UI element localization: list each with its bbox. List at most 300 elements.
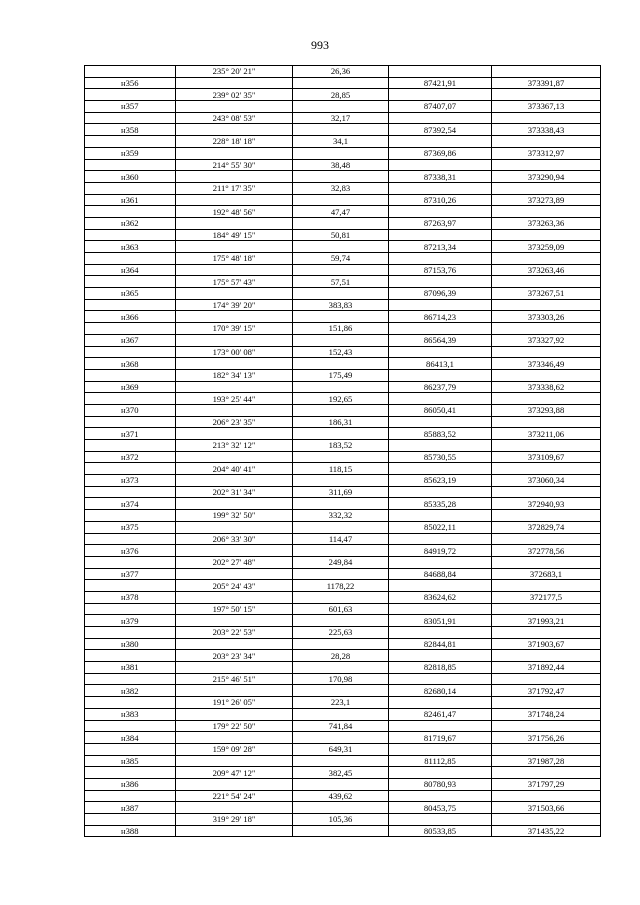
empty-cell — [389, 393, 492, 405]
empty-cell — [85, 440, 176, 452]
empty-cell — [85, 510, 176, 522]
direction-angle-cell: 215° 46' 51" — [176, 673, 293, 685]
x-coordinate-cell: 80533,85 — [389, 825, 492, 837]
empty-cell — [85, 276, 176, 288]
distance-cell: 192,65 — [293, 393, 389, 405]
segment-row — [85, 206, 601, 218]
empty-cell — [293, 475, 389, 487]
point-row — [85, 194, 601, 206]
empty-cell — [492, 89, 601, 101]
empty-cell — [85, 627, 176, 639]
distance-cell: 249,84 — [293, 556, 389, 568]
point-name-cell: н377 — [85, 568, 176, 580]
y-coordinate-cell: 373338,43 — [492, 124, 601, 136]
point-name-cell: н367 — [85, 334, 176, 346]
segment-row — [85, 112, 601, 124]
empty-cell — [85, 486, 176, 498]
direction-angle-cell: 192° 48' 56" — [176, 206, 293, 218]
empty-cell — [293, 451, 389, 463]
direction-angle-cell: 197° 50' 15" — [176, 603, 293, 615]
y-coordinate-cell: 372829,74 — [492, 521, 601, 533]
empty-cell — [492, 697, 601, 709]
page-number: 993 — [311, 38, 329, 52]
x-coordinate-cell: 86714,23 — [389, 311, 492, 323]
point-row — [85, 591, 601, 603]
point-name-cell: н360 — [85, 171, 176, 183]
point-row — [85, 101, 601, 113]
direction-angle-cell: 243° 08' 53" — [176, 112, 293, 124]
empty-cell — [176, 638, 293, 650]
distance-cell: 50,81 — [293, 229, 389, 241]
empty-cell — [85, 66, 176, 78]
point-row — [85, 241, 601, 253]
point-row — [85, 147, 601, 159]
empty-cell — [176, 662, 293, 674]
empty-cell — [492, 767, 601, 779]
empty-cell — [389, 790, 492, 802]
empty-cell — [492, 276, 601, 288]
empty-cell — [389, 276, 492, 288]
empty-cell — [293, 545, 389, 557]
empty-cell — [176, 498, 293, 510]
empty-cell — [492, 627, 601, 639]
empty-cell — [176, 194, 293, 206]
x-coordinate-cell: 82844,81 — [389, 638, 492, 650]
point-name-cell: н359 — [85, 147, 176, 159]
empty-cell — [293, 638, 389, 650]
y-coordinate-cell: 373293,88 — [492, 404, 601, 416]
distance-cell: 34,1 — [293, 136, 389, 148]
point-row — [85, 288, 601, 300]
direction-angle-cell: 202° 31' 34" — [176, 486, 293, 498]
point-row — [85, 358, 601, 370]
segment-row — [85, 89, 601, 101]
point-row — [85, 217, 601, 229]
point-name-cell: н374 — [85, 498, 176, 510]
empty-cell — [176, 147, 293, 159]
empty-cell — [176, 404, 293, 416]
direction-angle-cell: 204° 40' 41" — [176, 463, 293, 475]
direction-angle-cell: 205° 24' 43" — [176, 580, 293, 592]
empty-cell — [389, 299, 492, 311]
empty-cell — [389, 486, 492, 498]
empty-cell — [85, 743, 176, 755]
y-coordinate-cell: 373273,89 — [492, 194, 601, 206]
empty-cell — [85, 720, 176, 732]
empty-cell — [492, 346, 601, 358]
point-name-cell: н362 — [85, 217, 176, 229]
empty-cell — [176, 241, 293, 253]
empty-cell — [389, 580, 492, 592]
empty-cell — [389, 440, 492, 452]
empty-cell — [389, 743, 492, 755]
x-coordinate-cell: 87263,97 — [389, 217, 492, 229]
x-coordinate-cell: 84919,72 — [389, 545, 492, 557]
segment-row — [85, 767, 601, 779]
y-coordinate-cell: 373263,36 — [492, 217, 601, 229]
empty-cell — [389, 814, 492, 826]
direction-angle-cell: 239° 02' 35" — [176, 89, 293, 101]
point-name-cell: н356 — [85, 77, 176, 89]
empty-cell — [389, 416, 492, 428]
segment-row — [85, 603, 601, 615]
y-coordinate-cell: 371993,21 — [492, 615, 601, 627]
empty-cell — [85, 253, 176, 265]
empty-cell — [293, 662, 389, 674]
y-coordinate-cell: 371792,47 — [492, 685, 601, 697]
point-row — [85, 428, 601, 440]
segment-row — [85, 346, 601, 358]
point-row — [85, 685, 601, 697]
empty-cell — [293, 778, 389, 790]
distance-cell: 118,15 — [293, 463, 389, 475]
direction-angle-cell: 211° 17' 35" — [176, 182, 293, 194]
x-coordinate-cell: 80780,93 — [389, 778, 492, 790]
point-row — [85, 334, 601, 346]
direction-angle-cell: 173° 00' 08" — [176, 346, 293, 358]
empty-cell — [492, 182, 601, 194]
direction-angle-cell: 319° 29' 18" — [176, 814, 293, 826]
segment-row — [85, 697, 601, 709]
distance-cell: 741,84 — [293, 720, 389, 732]
x-coordinate-cell: 87407,07 — [389, 101, 492, 113]
empty-cell — [176, 311, 293, 323]
y-coordinate-cell: 373303,26 — [492, 311, 601, 323]
distance-cell: 186,31 — [293, 416, 389, 428]
point-row — [85, 264, 601, 276]
x-coordinate-cell: 80453,75 — [389, 802, 492, 814]
segment-row — [85, 229, 601, 241]
segment-row — [85, 486, 601, 498]
empty-cell — [492, 323, 601, 335]
direction-angle-cell: 179° 22' 50" — [176, 720, 293, 732]
empty-cell — [85, 533, 176, 545]
empty-cell — [492, 416, 601, 428]
empty-cell — [85, 463, 176, 475]
empty-cell — [492, 229, 601, 241]
point-name-cell: н386 — [85, 778, 176, 790]
empty-cell — [85, 814, 176, 826]
y-coordinate-cell: 371503,66 — [492, 802, 601, 814]
point-row — [85, 404, 601, 416]
y-coordinate-cell: 371903,67 — [492, 638, 601, 650]
x-coordinate-cell: 83051,91 — [389, 615, 492, 627]
direction-angle-cell: 202° 27' 48" — [176, 556, 293, 568]
distance-cell: 59,74 — [293, 253, 389, 265]
empty-cell — [492, 440, 601, 452]
segment-row — [85, 814, 601, 826]
empty-cell — [85, 369, 176, 381]
y-coordinate-cell: 373391,87 — [492, 77, 601, 89]
empty-cell — [389, 66, 492, 78]
segment-row — [85, 182, 601, 194]
point-name-cell: н372 — [85, 451, 176, 463]
point-row — [85, 638, 601, 650]
point-row — [85, 662, 601, 674]
point-name-cell: н381 — [85, 662, 176, 674]
x-coordinate-cell: 82680,14 — [389, 685, 492, 697]
point-name-cell: н379 — [85, 615, 176, 627]
direction-angle-cell: 221° 54' 24" — [176, 790, 293, 802]
empty-cell — [293, 755, 389, 767]
empty-cell — [176, 755, 293, 767]
empty-cell — [293, 381, 389, 393]
empty-cell — [492, 159, 601, 171]
point-row — [85, 545, 601, 557]
x-coordinate-cell: 87338,31 — [389, 171, 492, 183]
point-row — [85, 568, 601, 580]
y-coordinate-cell: 371756,26 — [492, 732, 601, 744]
y-coordinate-cell: 371892,44 — [492, 662, 601, 674]
empty-cell — [85, 393, 176, 405]
empty-cell — [293, 334, 389, 346]
point-row — [85, 77, 601, 89]
y-coordinate-cell: 373060,34 — [492, 475, 601, 487]
empty-cell — [389, 136, 492, 148]
empty-cell — [492, 369, 601, 381]
direction-angle-cell: 203° 22' 53" — [176, 627, 293, 639]
empty-cell — [492, 814, 601, 826]
empty-cell — [389, 369, 492, 381]
empty-cell — [176, 77, 293, 89]
empty-cell — [492, 510, 601, 522]
point-row — [85, 802, 601, 814]
empty-cell — [85, 650, 176, 662]
point-row — [85, 521, 601, 533]
segment-row — [85, 580, 601, 592]
direction-angle-cell: 235° 20' 21" — [176, 66, 293, 78]
y-coordinate-cell: 371797,29 — [492, 778, 601, 790]
empty-cell — [85, 182, 176, 194]
segment-row — [85, 743, 601, 755]
empty-cell — [85, 697, 176, 709]
point-row — [85, 498, 601, 510]
x-coordinate-cell: 85335,28 — [389, 498, 492, 510]
empty-cell — [85, 767, 176, 779]
empty-cell — [85, 416, 176, 428]
empty-cell — [389, 767, 492, 779]
x-coordinate-cell: 87392,54 — [389, 124, 492, 136]
empty-cell — [176, 615, 293, 627]
point-row — [85, 451, 601, 463]
empty-cell — [176, 475, 293, 487]
y-coordinate-cell: 373211,06 — [492, 428, 601, 440]
segment-row — [85, 136, 601, 148]
point-name-cell: н385 — [85, 755, 176, 767]
empty-cell — [85, 206, 176, 218]
empty-cell — [293, 732, 389, 744]
x-coordinate-cell: 86050,41 — [389, 404, 492, 416]
distance-cell: 151,86 — [293, 323, 389, 335]
segment-row — [85, 673, 601, 685]
empty-cell — [85, 603, 176, 615]
x-coordinate-cell: 87369,86 — [389, 147, 492, 159]
empty-cell — [389, 720, 492, 732]
empty-cell — [85, 580, 176, 592]
x-coordinate-cell: 86413,1 — [389, 358, 492, 370]
point-row — [85, 825, 601, 837]
x-coordinate-cell: 85730,55 — [389, 451, 492, 463]
y-coordinate-cell: 373312,97 — [492, 147, 601, 159]
empty-cell — [176, 217, 293, 229]
point-name-cell: н373 — [85, 475, 176, 487]
x-coordinate-cell: 87096,39 — [389, 288, 492, 300]
empty-cell — [389, 556, 492, 568]
empty-cell — [293, 77, 389, 89]
empty-cell — [293, 147, 389, 159]
segment-row — [85, 276, 601, 288]
empty-cell — [176, 124, 293, 136]
distance-cell: 439,62 — [293, 790, 389, 802]
empty-cell — [85, 89, 176, 101]
distance-cell: 57,51 — [293, 276, 389, 288]
empty-cell — [293, 194, 389, 206]
empty-cell — [85, 323, 176, 335]
x-coordinate-cell: 87153,76 — [389, 264, 492, 276]
empty-cell — [492, 533, 601, 545]
point-name-cell: н368 — [85, 358, 176, 370]
x-coordinate-cell: 85883,52 — [389, 428, 492, 440]
empty-cell — [293, 428, 389, 440]
point-name-cell: н384 — [85, 732, 176, 744]
distance-cell: 311,69 — [293, 486, 389, 498]
y-coordinate-cell: 373109,67 — [492, 451, 601, 463]
x-coordinate-cell: 84688,84 — [389, 568, 492, 580]
x-coordinate-cell: 86237,79 — [389, 381, 492, 393]
x-coordinate-cell: 85022,11 — [389, 521, 492, 533]
empty-cell — [85, 299, 176, 311]
distance-cell: 383,83 — [293, 299, 389, 311]
y-coordinate-cell: 371435,22 — [492, 825, 601, 837]
empty-cell — [176, 732, 293, 744]
empty-cell — [492, 136, 601, 148]
empty-cell — [492, 556, 601, 568]
segment-row — [85, 440, 601, 452]
y-coordinate-cell: 372940,93 — [492, 498, 601, 510]
empty-cell — [85, 346, 176, 358]
empty-cell — [389, 182, 492, 194]
point-row — [85, 475, 601, 487]
point-name-cell: н383 — [85, 708, 176, 720]
empty-cell — [389, 112, 492, 124]
point-row — [85, 708, 601, 720]
direction-angle-cell: 175° 48' 18" — [176, 253, 293, 265]
point-row — [85, 615, 601, 627]
empty-cell — [492, 393, 601, 405]
y-coordinate-cell: 373263,46 — [492, 264, 601, 276]
empty-cell — [492, 299, 601, 311]
y-coordinate-cell: 373327,92 — [492, 334, 601, 346]
x-coordinate-cell: 83624,62 — [389, 591, 492, 603]
direction-angle-cell: 213° 32' 12" — [176, 440, 293, 452]
empty-cell — [85, 229, 176, 241]
empty-cell — [389, 603, 492, 615]
empty-cell — [176, 171, 293, 183]
point-row — [85, 124, 601, 136]
empty-cell — [176, 778, 293, 790]
empty-cell — [293, 825, 389, 837]
empty-cell — [176, 708, 293, 720]
empty-cell — [293, 708, 389, 720]
empty-cell — [176, 451, 293, 463]
distance-cell: 183,52 — [293, 440, 389, 452]
direction-angle-cell: 159° 09' 28" — [176, 743, 293, 755]
segment-row — [85, 720, 601, 732]
distance-cell: 225,63 — [293, 627, 389, 639]
empty-cell — [389, 229, 492, 241]
empty-cell — [389, 89, 492, 101]
segment-row — [85, 533, 601, 545]
x-coordinate-cell: 81719,67 — [389, 732, 492, 744]
distance-cell: 32,83 — [293, 182, 389, 194]
direction-angle-cell: 214° 55' 30" — [176, 159, 293, 171]
distance-cell: 601,63 — [293, 603, 389, 615]
segment-row — [85, 393, 601, 405]
empty-cell — [176, 428, 293, 440]
distance-cell: 152,43 — [293, 346, 389, 358]
empty-cell — [389, 206, 492, 218]
empty-cell — [389, 627, 492, 639]
empty-cell — [176, 591, 293, 603]
empty-cell — [492, 112, 601, 124]
empty-cell — [492, 603, 601, 615]
empty-cell — [85, 136, 176, 148]
x-coordinate-cell: 87421,91 — [389, 77, 492, 89]
direction-angle-cell: 184° 49' 15" — [176, 229, 293, 241]
point-row — [85, 381, 601, 393]
empty-cell — [389, 673, 492, 685]
point-name-cell: н371 — [85, 428, 176, 440]
segment-row — [85, 627, 601, 639]
point-name-cell: н376 — [85, 545, 176, 557]
point-row — [85, 755, 601, 767]
point-name-cell: н364 — [85, 264, 176, 276]
y-coordinate-cell: 373367,13 — [492, 101, 601, 113]
direction-angle-cell: 174° 39' 20" — [176, 299, 293, 311]
empty-cell — [389, 159, 492, 171]
y-coordinate-cell: 372177,5 — [492, 591, 601, 603]
x-coordinate-cell: 85623,19 — [389, 475, 492, 487]
empty-cell — [389, 510, 492, 522]
empty-cell — [293, 101, 389, 113]
point-row — [85, 778, 601, 790]
point-name-cell: н369 — [85, 381, 176, 393]
empty-cell — [389, 463, 492, 475]
distance-cell: 26,36 — [293, 66, 389, 78]
coordinates-table-body — [85, 66, 601, 837]
distance-cell: 175,49 — [293, 369, 389, 381]
distance-cell: 28,85 — [293, 89, 389, 101]
segment-row — [85, 299, 601, 311]
segment-row — [85, 159, 601, 171]
distance-cell: 47,47 — [293, 206, 389, 218]
x-coordinate-cell: 82461,47 — [389, 708, 492, 720]
point-name-cell: н357 — [85, 101, 176, 113]
segment-row — [85, 510, 601, 522]
empty-cell — [389, 323, 492, 335]
point-row — [85, 311, 601, 323]
empty-cell — [293, 685, 389, 697]
point-name-cell: н378 — [85, 591, 176, 603]
empty-cell — [389, 346, 492, 358]
distance-cell: 105,36 — [293, 814, 389, 826]
segment-row — [85, 463, 601, 475]
y-coordinate-cell: 373338,62 — [492, 381, 601, 393]
empty-cell — [176, 358, 293, 370]
empty-cell — [293, 311, 389, 323]
empty-cell — [389, 253, 492, 265]
empty-cell — [85, 790, 176, 802]
